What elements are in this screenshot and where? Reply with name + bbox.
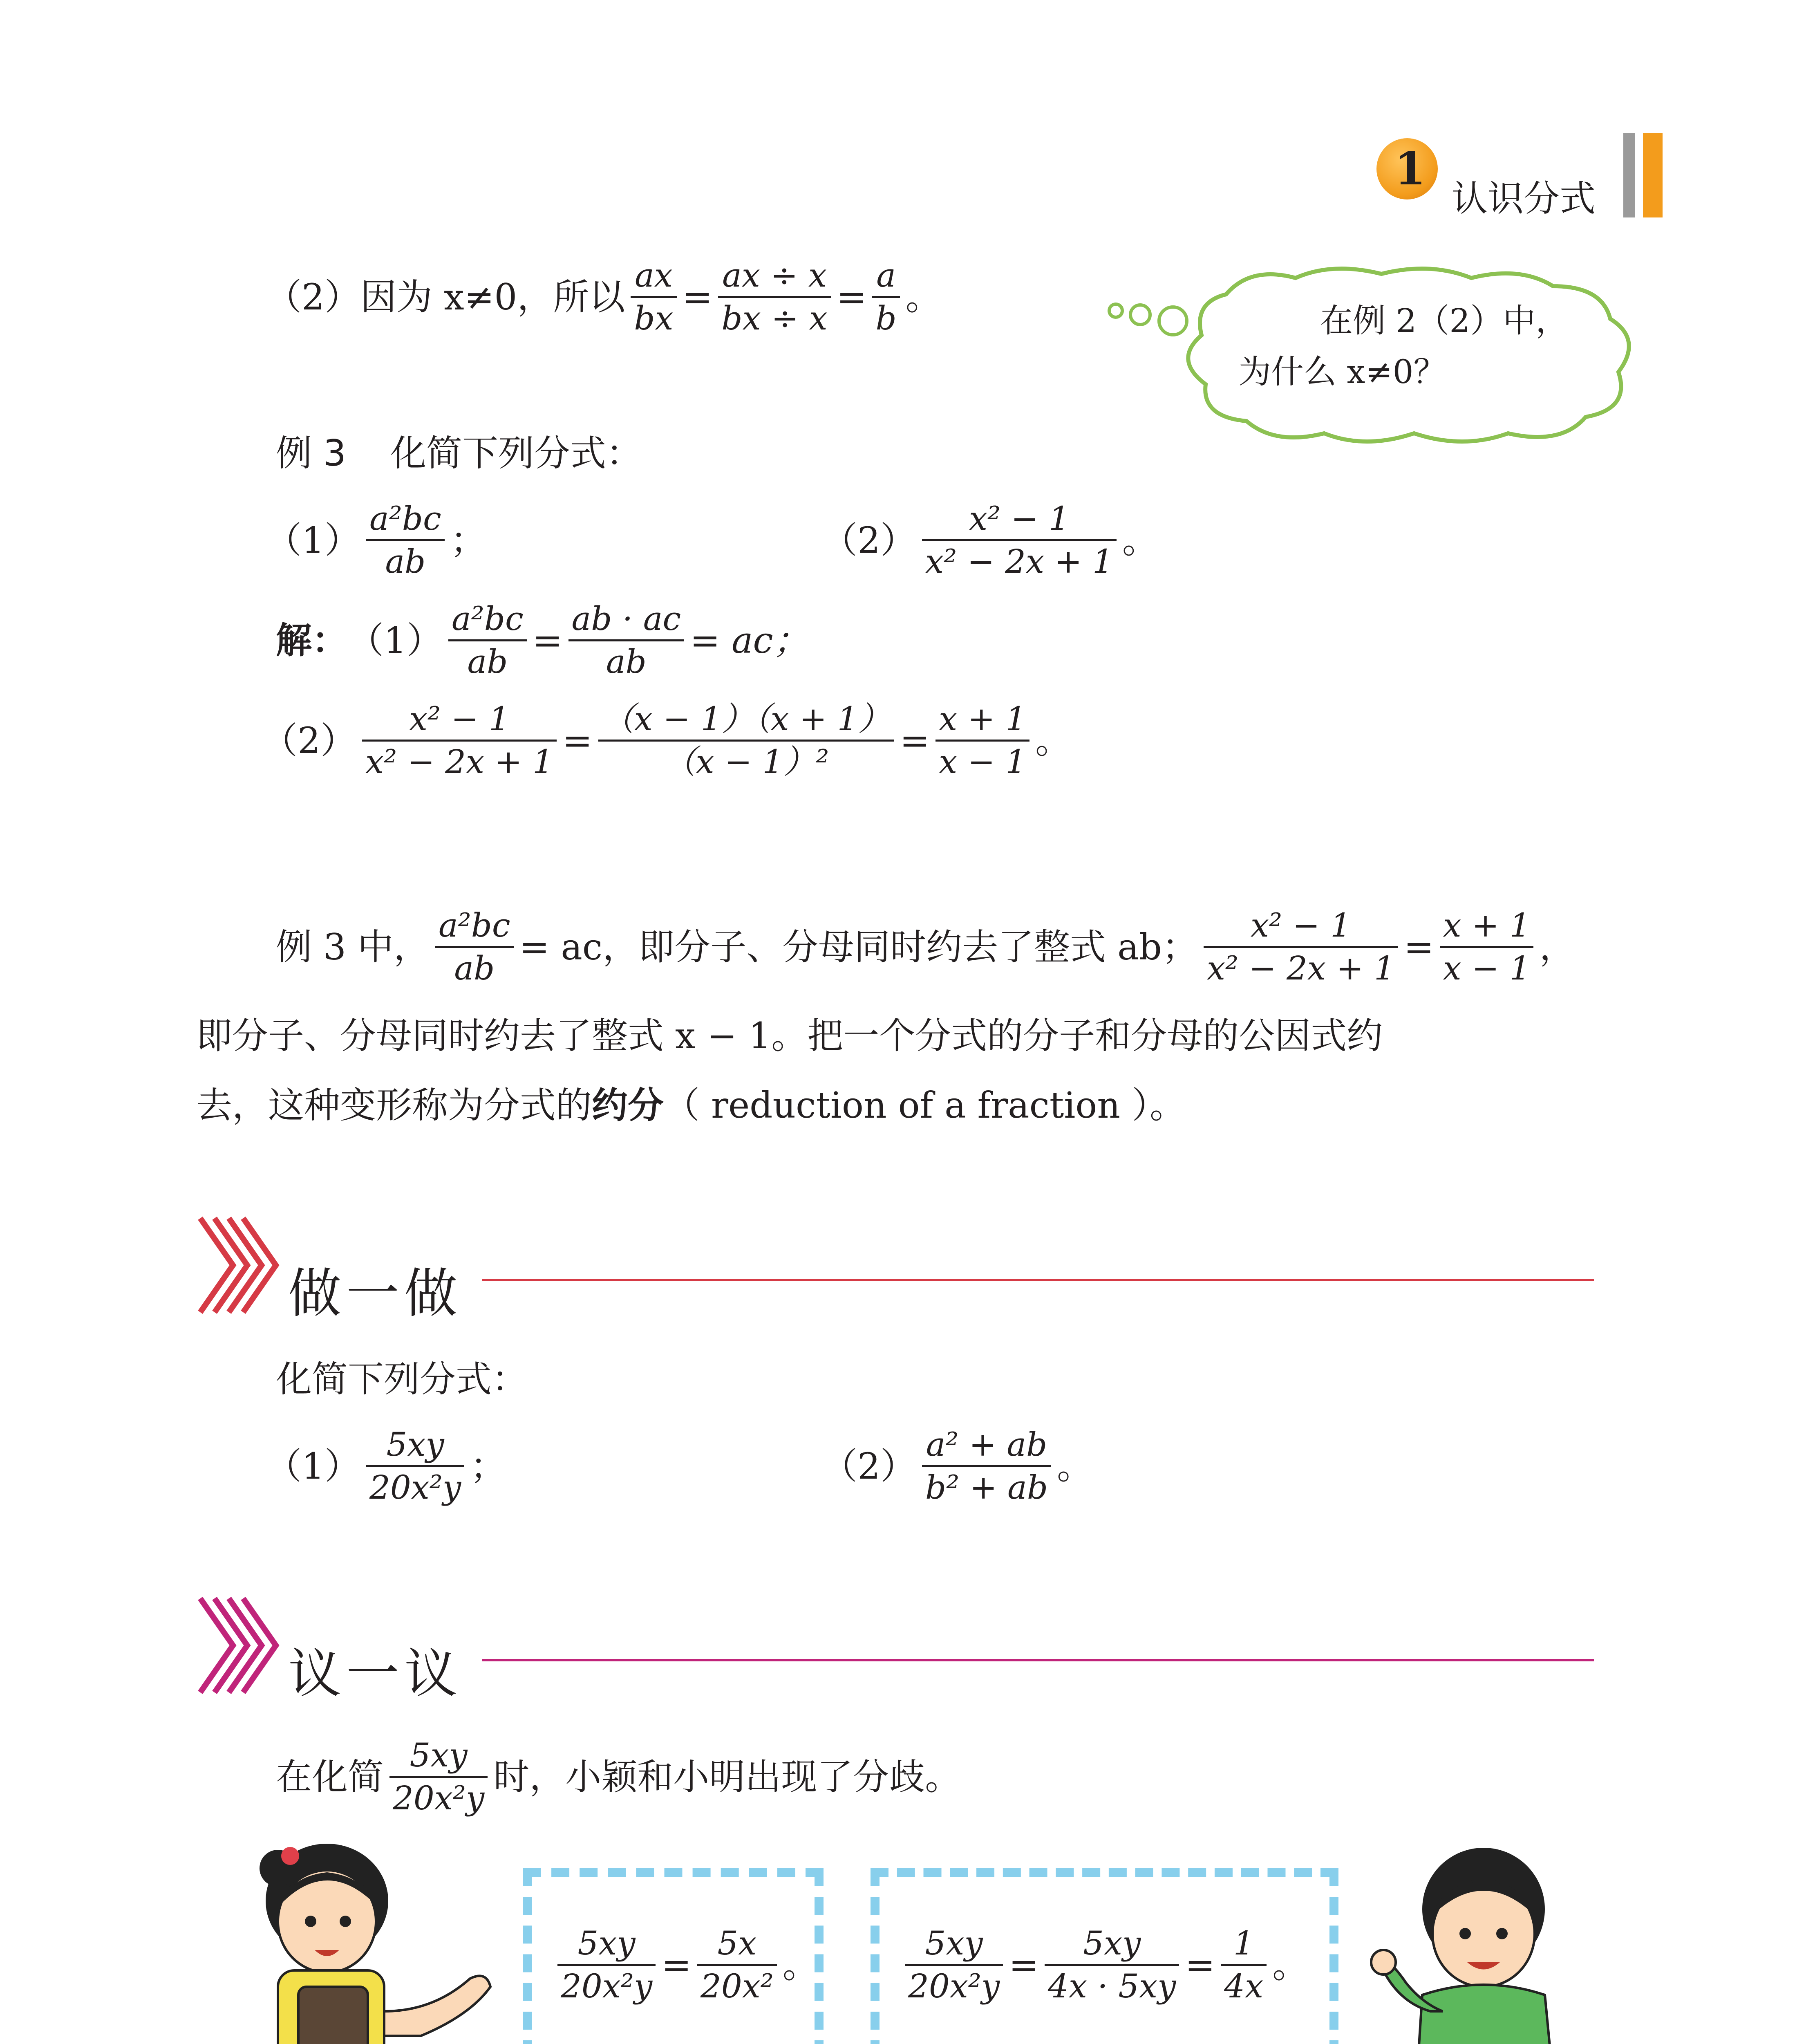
numerator: （x − 1）（x + 1） (601, 700, 891, 738)
q2-end: 。 (1057, 1445, 1093, 1487)
bubble-line-1: 在例 2（2）中， (1320, 302, 1569, 340)
intro-a: 在化简 (276, 1755, 384, 1798)
numerator: a² + ab (926, 1425, 1047, 1464)
s2-fraction-2 (598, 701, 894, 780)
denominator: 20x²y (393, 1779, 485, 1817)
exp-l3-a: 去，这种变形称为分式的 (196, 1084, 592, 1126)
equals: = (1403, 926, 1434, 968)
explanation-line-3 (196, 1084, 1186, 1126)
box2-end: 。 (1272, 1943, 1309, 1986)
chapter-number: 1 (1394, 142, 1426, 195)
box2-fraction-1 (905, 1925, 1003, 2004)
denominator: x² − 2x + 1 (925, 542, 1113, 580)
section-rule (482, 1659, 1594, 1661)
intro-b: 时，小颖和小明出现了分歧。 (493, 1755, 961, 1798)
denominator: bx (634, 299, 674, 337)
explanation-line-1 (276, 908, 1576, 986)
equals: = (836, 276, 867, 318)
s1-result: = ac； (690, 619, 809, 661)
intro-fraction (389, 1737, 488, 1816)
numerator: a²bc (452, 600, 524, 638)
denominator: 20x²y (561, 1967, 653, 2005)
numerator: x² − 1 (1250, 906, 1351, 944)
box1-fraction-1 (557, 1925, 656, 2004)
numerator: a (876, 256, 896, 294)
s2-fraction-3 (935, 701, 1029, 780)
q2-end: 。 (1122, 519, 1158, 561)
equals: = (661, 1943, 692, 1986)
numerator: 5xy (925, 1924, 983, 1962)
section-title-zuoyizuo: 做一做 (288, 1262, 463, 1325)
xiaoming-solution (899, 1925, 1308, 2004)
solution-label: 解： (276, 619, 348, 661)
equals: = (682, 276, 713, 318)
s2-end: 。 (1035, 719, 1072, 762)
example3-title: 例 3 (276, 432, 346, 474)
denominator: x² − 2x + 1 (1206, 949, 1395, 987)
denominator: x − 1 (1443, 949, 1531, 987)
denominator: b (875, 299, 897, 337)
xiaoying-solution (552, 1925, 819, 2004)
bubble-line-2: 为什么 x≠0？ (1238, 353, 1446, 391)
denominator: ab (467, 643, 508, 681)
q1-label: （1） (266, 519, 360, 561)
denominator: 20x²y (369, 1468, 461, 1506)
numerator: a²bc (369, 500, 441, 538)
exp-fraction-3 (1440, 908, 1534, 986)
box2-fraction-2 (1045, 1925, 1179, 2004)
exp-l1-b: = ac，即分子、分母同时约去了整式 ab； (519, 926, 1198, 968)
zuoyizuo-q2 (821, 1427, 1093, 1506)
denominator: x − 1 (939, 743, 1027, 781)
solution-1 (276, 601, 809, 680)
example3-instruction: 化简下列分式： (390, 432, 642, 474)
yiyiyi-intro (276, 1737, 961, 1816)
girl-illustration (241, 1840, 523, 2044)
exp-l1-a: 例 3 中， (276, 926, 430, 968)
explanation-line-2: 即分子、分母同时约去了整式 x − 1。把一个分式的分子和分母的公因式约 (196, 1015, 1383, 1057)
numerator: ax (635, 256, 673, 294)
denominator: b² + ab (925, 1468, 1048, 1506)
section-rule (482, 1279, 1594, 1281)
numerator: 5xy (1083, 1924, 1141, 1962)
part2-fraction-3 (872, 258, 900, 336)
example3-q1 (266, 501, 486, 580)
example2-part2 (266, 258, 942, 336)
q2-label: （2） (821, 1445, 916, 1487)
equals: = (1009, 1943, 1039, 1986)
zuoyizuo-instruction: 化简下列分式： (276, 1358, 528, 1400)
box1-end: 。 (782, 1943, 819, 1986)
exp-l1-end: ， (1539, 926, 1576, 968)
exp-fraction-2 (1204, 908, 1398, 986)
s1-fraction-1 (448, 601, 527, 680)
exp-fraction-1 (435, 908, 514, 986)
section-chevron-icon (192, 1214, 282, 1316)
equals: = (1185, 1943, 1215, 1986)
numerator: 5xy (410, 1736, 468, 1774)
numerator: 5xy (577, 1924, 636, 1962)
box2-fraction-3 (1221, 1925, 1267, 2004)
numerator: 5xy (386, 1425, 444, 1464)
s2-fraction-1 (362, 701, 557, 780)
header-bar-orange (1643, 133, 1663, 217)
denominator: 20x² (700, 1967, 774, 2005)
section-chevron-icon (192, 1594, 282, 1697)
q1-fraction (366, 501, 445, 580)
s1-fraction-2 (568, 601, 685, 680)
zuoyizuo-q1-fraction (366, 1427, 464, 1506)
numerator: x + 1 (939, 700, 1027, 738)
zuoyizuo-q2-fraction (922, 1427, 1051, 1506)
section-title-yiyiyi: 议一议 (288, 1643, 463, 1705)
exp-l3-b: （ reduction of a fraction ）。 (664, 1084, 1186, 1126)
denominator: ab (454, 949, 495, 987)
part2-fraction-2 (718, 258, 830, 336)
s2-label: （2） (262, 719, 356, 762)
equals: = (562, 719, 593, 762)
part2-prefix: （2）因为 x≠0，所以 (266, 276, 625, 318)
example3-q2 (821, 501, 1158, 580)
numerator: 1 (1233, 1924, 1254, 1962)
denominator: 4x · 5xy (1047, 1967, 1176, 2005)
numerator: x + 1 (1443, 906, 1531, 944)
denominator: bx ÷ x (721, 299, 828, 337)
boy-illustration (1361, 1840, 1590, 2044)
term-reduction: 约分 (592, 1084, 664, 1126)
q1-label: （1） (266, 1445, 360, 1487)
solution-2 (262, 701, 1071, 780)
equals: = (532, 619, 563, 661)
box1-fraction-2 (697, 1925, 777, 2004)
numerator: a²bc (438, 906, 510, 944)
denominator: ab (385, 542, 426, 580)
chapter-title: 认识分式 (1452, 177, 1596, 220)
denominator: ab (606, 643, 647, 681)
q1-end: ； (450, 519, 486, 561)
part2-end: 。 (905, 276, 942, 318)
numerator: x² − 1 (409, 700, 510, 738)
q2-fraction (922, 501, 1117, 580)
part2-fraction-1 (631, 258, 676, 336)
denominator: （x − 1）² (663, 743, 829, 781)
s1-label: （1） (348, 619, 443, 661)
q2-label: （2） (821, 519, 916, 561)
zuoyizuo-q1 (266, 1427, 506, 1506)
denominator: 4x (1224, 1967, 1264, 2005)
numerator: ax ÷ x (722, 256, 827, 294)
q1-end: ； (470, 1445, 506, 1487)
denominator: 20x²y (908, 1967, 1000, 2005)
numerator: ab · ac (571, 600, 681, 638)
equals: = (900, 719, 930, 762)
header-bar-gray (1623, 133, 1635, 217)
numerator: x² − 1 (969, 500, 1070, 538)
numerator: 5x (717, 1924, 757, 1962)
denominator: x² − 2x + 1 (365, 743, 553, 781)
